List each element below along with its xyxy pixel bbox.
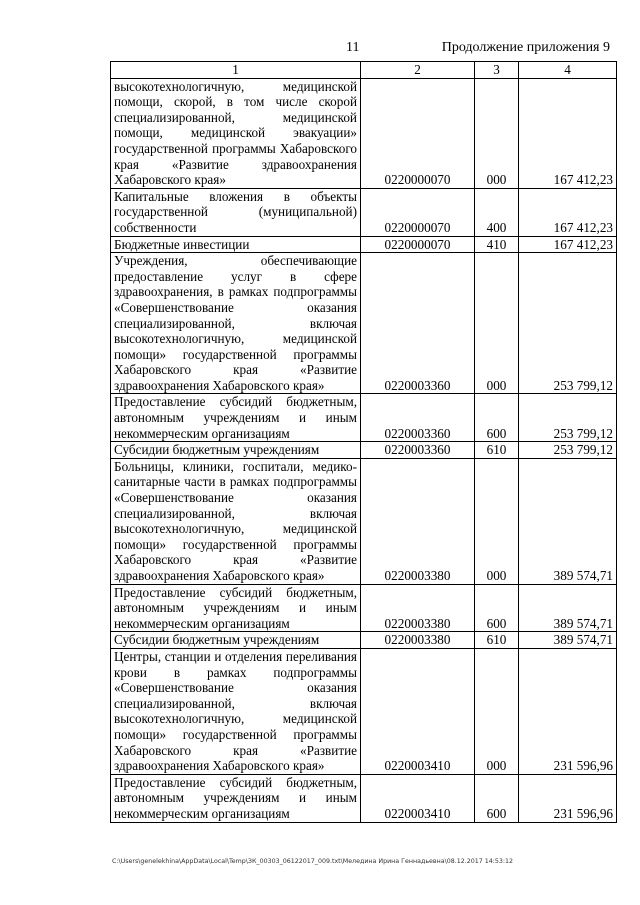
row-target-code: 0220003360: [361, 253, 475, 394]
table-row: [111, 632, 617, 649]
row-expense-type: 410: [475, 236, 519, 253]
row-name: Субсидии бюджетным учреждениям: [111, 632, 361, 649]
row-name: высокотехнологичную, медицинской помощи, скорой, в том числе скорой специализированной, медицинской помощи, медицинской эвакуации» государственной программы Хабаровского края «Развитие здравоохранения Хабаровского края»: [111, 78, 361, 188]
table-row: [111, 774, 617, 822]
table-row: [111, 78, 617, 188]
row-expense-type: 600: [475, 394, 519, 442]
row-target-code: 0220003380: [361, 632, 475, 649]
row-amount: 167 412,23: [519, 78, 617, 188]
row-name: Предоставление субсидий бюджетным, автономным учреждениям и иным некоммерческим организациям: [111, 584, 361, 632]
table-row: [111, 648, 617, 774]
column-number-row: [111, 62, 617, 79]
column-header-1: 1: [111, 62, 361, 79]
row-name: Учреждения, обеспечивающие предоставление услуг в сфере здравоохранения, в рамках подпрограммы «Совершенствование оказания специализированной, включая высокотехнологичную, медицинской помощи» государственной программы Хабаровского края «Развитие здравоохранения Хабаровского края»: [111, 253, 361, 394]
row-amount: 167 412,23: [519, 188, 617, 236]
table-row: [111, 394, 617, 442]
row-amount: 253 799,12: [519, 253, 617, 394]
table-body: [111, 78, 617, 822]
row-name: Предоставление субсидий бюджетным, автономным учреждениям и иным некоммерческим организациям: [111, 394, 361, 442]
table-row: [111, 442, 617, 459]
budget-allocation-table: [110, 61, 617, 823]
page-number: 11: [346, 40, 360, 55]
row-expense-type: 000: [475, 648, 519, 774]
row-name: Бюджетные инвестиции: [111, 236, 361, 253]
page-header: [110, 40, 616, 60]
row-name: Капитальные вложения в объекты государственной (муниципальной) собственности: [111, 188, 361, 236]
row-expense-type: 000: [475, 78, 519, 188]
row-expense-type: 600: [475, 584, 519, 632]
row-expense-type: 000: [475, 458, 519, 584]
row-amount: 167 412,23: [519, 236, 617, 253]
row-expense-type: 600: [475, 774, 519, 822]
row-amount: 231 596,96: [519, 774, 617, 822]
row-expense-type: 400: [475, 188, 519, 236]
row-target-code: 0220003380: [361, 584, 475, 632]
column-header-2: 2: [361, 62, 475, 79]
row-amount: 389 574,71: [519, 458, 617, 584]
table-row: [111, 584, 617, 632]
table-row: [111, 253, 617, 394]
column-header-3: 3: [475, 62, 519, 79]
row-amount: 253 799,12: [519, 394, 617, 442]
row-expense-type: 610: [475, 442, 519, 459]
row-target-code: 0220000070: [361, 236, 475, 253]
table-row: [111, 458, 617, 584]
row-expense-type: 610: [475, 632, 519, 649]
table-row: [111, 236, 617, 253]
row-target-code: 0220003360: [361, 394, 475, 442]
row-target-code: 0220000070: [361, 78, 475, 188]
row-target-code: 0220003380: [361, 458, 475, 584]
table-header: [111, 62, 617, 79]
column-header-4: 4: [519, 62, 617, 79]
table-row: [111, 188, 617, 236]
row-name: Субсидии бюджетным учреждениям: [111, 442, 361, 459]
row-name: Центры, станции и отделения переливания крови в рамках подпрограммы «Совершенствование оказания специализированной, включая высокотехнологичную, медицинской помощи» государственной программы Хабаровского края «Развитие здравоохранения Хабаровского края»: [111, 648, 361, 774]
row-amount: 231 596,96: [519, 648, 617, 774]
row-target-code: 0220003360: [361, 442, 475, 459]
row-target-code: 0220000070: [361, 188, 475, 236]
row-target-code: 0220003410: [361, 648, 475, 774]
appendix-continuation-label: Продолжение приложения 9: [441, 40, 610, 55]
row-amount: 389 574,71: [519, 584, 617, 632]
row-name: Предоставление субсидий бюджетным, автономным учреждениям и иным некоммерческим организациям: [111, 774, 361, 822]
file-path-footer: C:\Users\genelekhina\AppData\Local\Temp\ЗК_00303_06122017_009.txt\Меледина Ирина Геннадьевна\08.12.2017 14:53:12: [112, 858, 514, 865]
row-amount: 253 799,12: [519, 442, 617, 459]
row-amount: 389 574,71: [519, 632, 617, 649]
row-name: Больницы, клиники, госпитали, медико-санитарные части в рамках подпрограммы «Совершенствование оказания специализированной, включая высокотехнологичную, медицинской помощи» государственной программы Хабаровского края «Развитие здравоохранения Хабаровского края»: [111, 458, 361, 584]
row-expense-type: 000: [475, 253, 519, 394]
row-target-code: 0220003410: [361, 774, 475, 822]
